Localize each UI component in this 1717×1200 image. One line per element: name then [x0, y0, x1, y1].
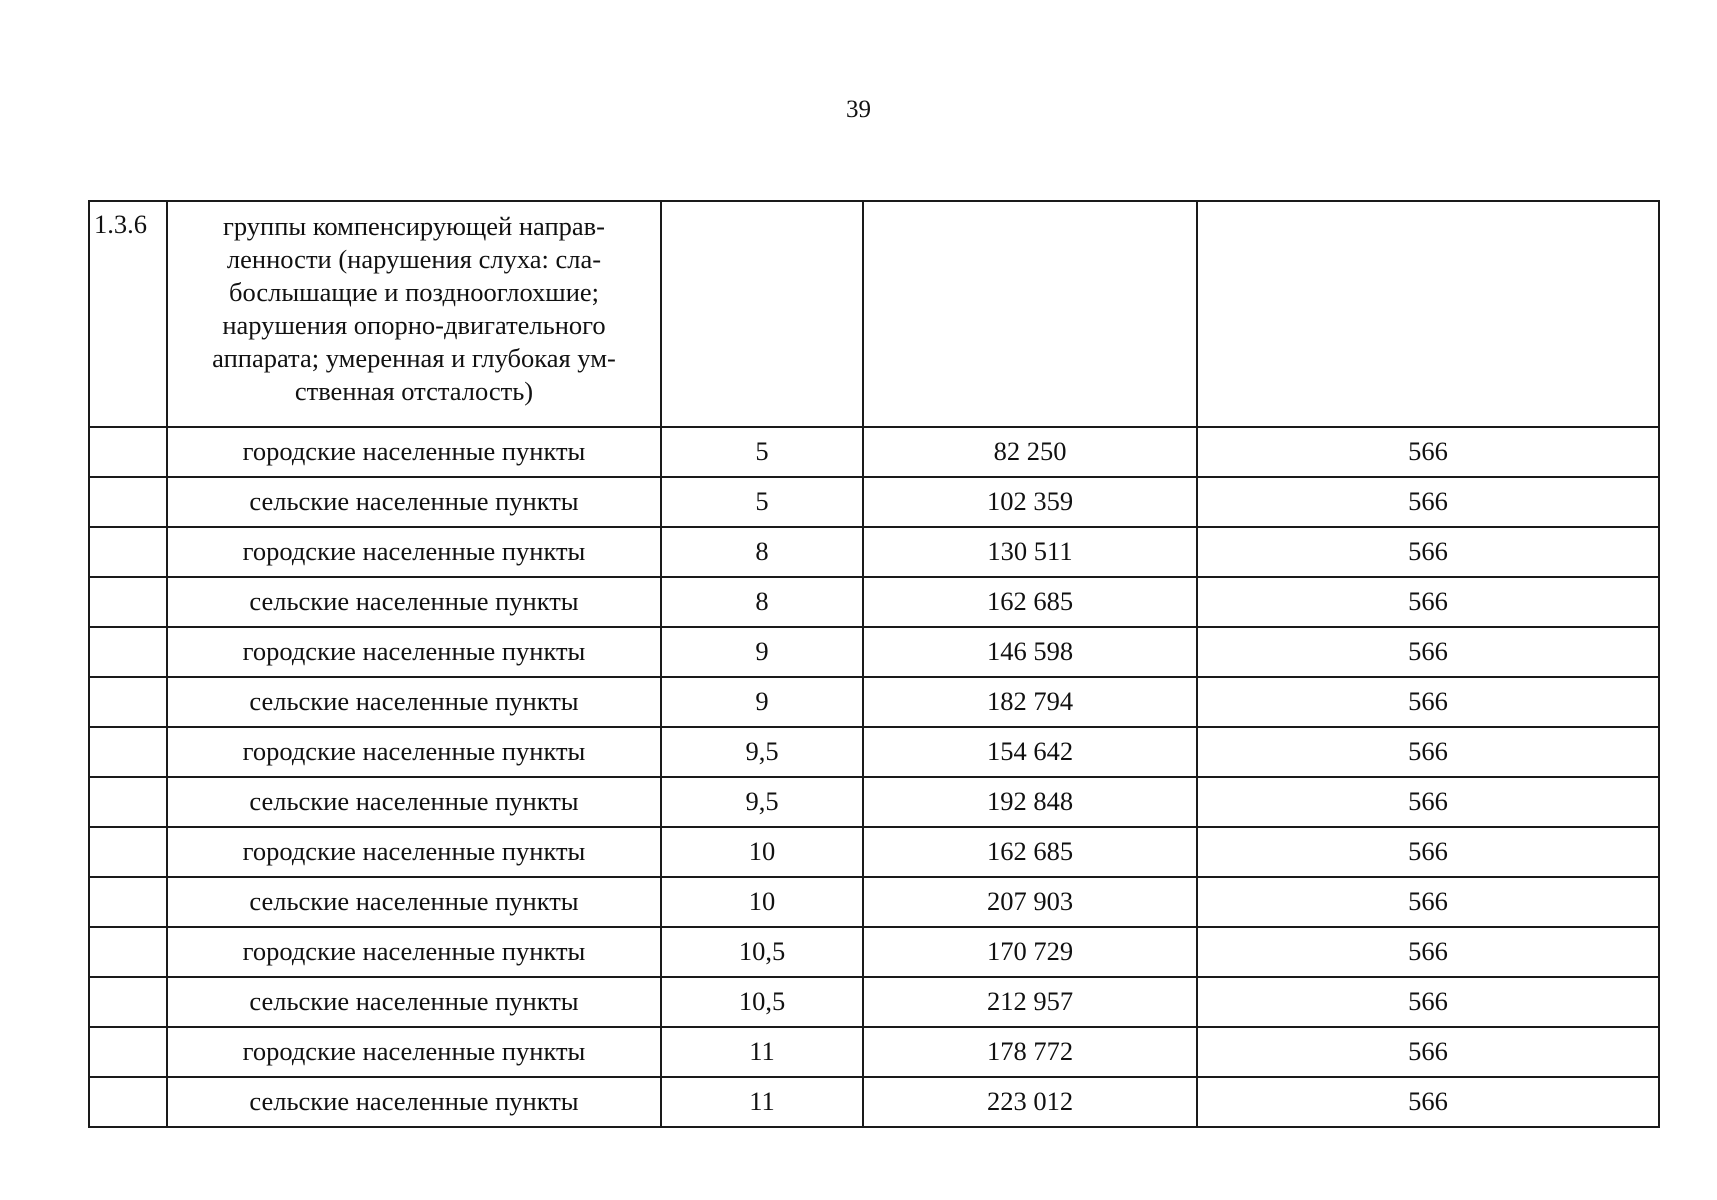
row-code-cell: [89, 777, 167, 827]
value-c-cell: 566: [1197, 677, 1659, 727]
value-a-cell: 9: [661, 677, 863, 727]
page-number: 39: [846, 96, 871, 123]
section-empty-cell: [863, 201, 1197, 427]
value-c-cell: 566: [1197, 427, 1659, 477]
row-code-cell: [89, 577, 167, 627]
settlement-type-cell: городские населенные пункты: [167, 527, 661, 577]
settlement-type-cell: сельские населенные пункты: [167, 577, 661, 627]
settlement-type-cell: городские населенные пункты: [167, 1027, 661, 1077]
value-b-cell: 182 794: [863, 677, 1197, 727]
section-empty-cell: [661, 201, 863, 427]
table-row: [89, 927, 1659, 977]
value-b-cell: 154 642: [863, 727, 1197, 777]
row-code-cell: [89, 677, 167, 727]
row-code-cell: [89, 877, 167, 927]
value-a-cell: 5: [661, 477, 863, 527]
table-row: [89, 777, 1659, 827]
table-row: [89, 577, 1659, 627]
value-c-cell: 566: [1197, 727, 1659, 777]
value-a-cell: 10: [661, 827, 863, 877]
value-a-cell: 8: [661, 527, 863, 577]
table-body: [89, 201, 1659, 1127]
settlement-type-cell: сельские населенные пункты: [167, 677, 661, 727]
value-c-cell: 566: [1197, 477, 1659, 527]
table-row: [89, 1027, 1659, 1077]
value-c-cell: 566: [1197, 527, 1659, 577]
value-a-cell: 5: [661, 427, 863, 477]
table-row: [89, 877, 1659, 927]
tariff-table: [88, 200, 1660, 1128]
value-b-cell: 192 848: [863, 777, 1197, 827]
row-code-cell: [89, 527, 167, 577]
table-row: [89, 827, 1659, 877]
value-c-cell: 566: [1197, 777, 1659, 827]
row-code-cell: [89, 477, 167, 527]
row-code-cell: [89, 977, 167, 1027]
value-c-cell: 566: [1197, 827, 1659, 877]
settlement-type-cell: сельские населенные пункты: [167, 477, 661, 527]
value-a-cell: 8: [661, 577, 863, 627]
table-row: [89, 627, 1659, 677]
value-b-cell: 223 012: [863, 1077, 1197, 1127]
value-b-cell: 178 772: [863, 1027, 1197, 1077]
value-b-cell: 212 957: [863, 977, 1197, 1027]
settlement-type-cell: сельские населенные пункты: [167, 977, 661, 1027]
value-b-cell: 82 250: [863, 427, 1197, 477]
settlement-type-cell: сельские населенные пункты: [167, 777, 661, 827]
row-code-cell: [89, 727, 167, 777]
row-code-cell: [89, 627, 167, 677]
value-a-cell: 10: [661, 877, 863, 927]
table-row: [89, 527, 1659, 577]
row-code-cell: [89, 927, 167, 977]
row-code-cell: [89, 1027, 167, 1077]
settlement-type-cell: городские населенные пункты: [167, 827, 661, 877]
table-row: [89, 727, 1659, 777]
settlement-type-cell: городские населенные пункты: [167, 927, 661, 977]
value-b-cell: 170 729: [863, 927, 1197, 977]
value-b-cell: 146 598: [863, 627, 1197, 677]
value-c-cell: 566: [1197, 1027, 1659, 1077]
value-a-cell: 9: [661, 627, 863, 677]
section-empty-cell: [1197, 201, 1659, 427]
row-code-cell: [89, 1077, 167, 1127]
value-a-cell: 9,5: [661, 777, 863, 827]
table-row: [89, 477, 1659, 527]
value-b-cell: 162 685: [863, 827, 1197, 877]
table-row: [89, 677, 1659, 727]
value-b-cell: 102 359: [863, 477, 1197, 527]
settlement-type-cell: городские населенные пункты: [167, 427, 661, 477]
value-a-cell: 11: [661, 1027, 863, 1077]
value-c-cell: 566: [1197, 577, 1659, 627]
row-code-cell: [89, 827, 167, 877]
value-b-cell: 162 685: [863, 577, 1197, 627]
settlement-type-cell: городские населенные пункты: [167, 727, 661, 777]
value-c-cell: 566: [1197, 927, 1659, 977]
section-title: группы компенсирующей направ- ленности (нарушения слуха: сла- бослышащие и позднооглохшие; нарушения опорно-двигательного аппарата; умеренная и глубокая ум- ственная отсталость): [167, 201, 661, 427]
value-c-cell: 566: [1197, 1077, 1659, 1127]
section-code: 1.3.6: [89, 201, 167, 427]
value-b-cell: 207 903: [863, 877, 1197, 927]
settlement-type-cell: сельские населенные пункты: [167, 1077, 661, 1127]
value-c-cell: 566: [1197, 977, 1659, 1027]
settlement-type-cell: городские населенные пункты: [167, 627, 661, 677]
value-a-cell: 11: [661, 1077, 863, 1127]
value-b-cell: 130 511: [863, 527, 1197, 577]
section-header-row: [89, 201, 1659, 427]
table-row: [89, 1077, 1659, 1127]
value-c-cell: 566: [1197, 877, 1659, 927]
value-a-cell: 10,5: [661, 977, 863, 1027]
table-row: [89, 427, 1659, 477]
settlement-type-cell: сельские населенные пункты: [167, 877, 661, 927]
table-row: [89, 977, 1659, 1027]
value-a-cell: 10,5: [661, 927, 863, 977]
row-code-cell: [89, 427, 167, 477]
value-c-cell: 566: [1197, 627, 1659, 677]
value-a-cell: 9,5: [661, 727, 863, 777]
